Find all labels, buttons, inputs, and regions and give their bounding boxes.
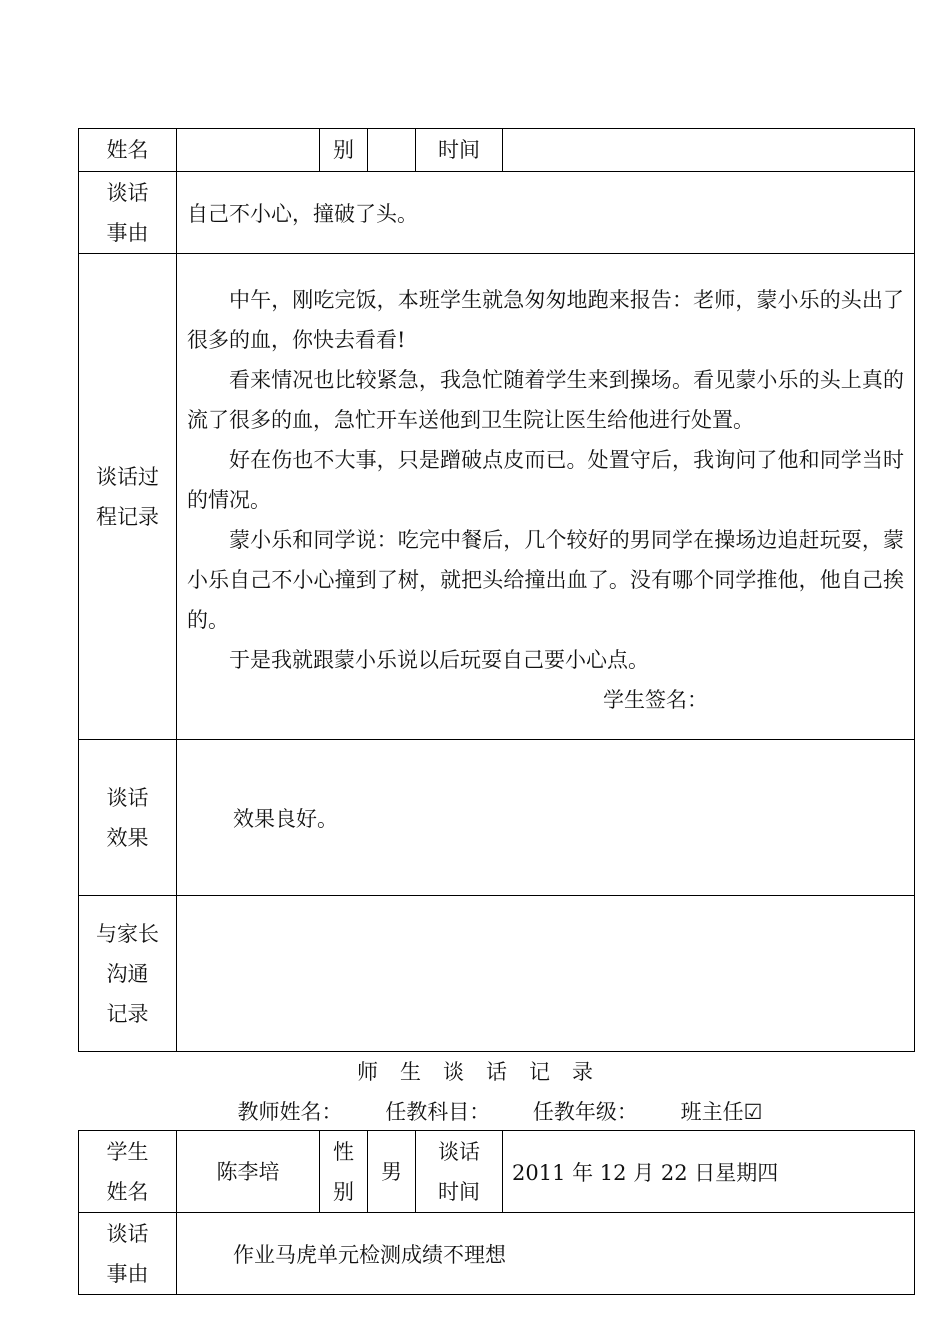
- process-paragraph: 好在伤也不大事，只是蹭破点皮而已。处置守后，我询问了他和同学当时的情况。: [187, 448, 904, 512]
- record-title: 师生谈话记录: [357, 1060, 615, 1084]
- effect-label: 谈话 效果: [79, 740, 177, 896]
- process-paragraph: 蒙小乐和同学说：吃完中餐后，几个较好的男同学在操场边追赶玩耍，蒙小乐自己不小心撞到了树，就把头给撞出血了。没有哪个同学推他，他自己挨的。: [187, 528, 904, 632]
- gender-value: [368, 129, 416, 172]
- process-paragraph: 看来情况也比较紧急，我急忙随着学生来到操场。看见蒙小乐的头上真的流了很多的血，急忙开车送他到卫生院让医生给他进行处置。: [187, 368, 904, 432]
- process-paragraph: 中午，刚吃完饭，本班学生就急匆匆地跑来报告：老师，蒙小乐的头出了很多的血，你快去看看!: [187, 288, 904, 352]
- reason-value: 自己不小心，撞破了头。: [177, 172, 915, 254]
- parent-communication-label: 与家长 沟通 记录: [79, 896, 177, 1052]
- grade-label: 任教年级：: [532, 1100, 638, 1124]
- process-record: [177, 254, 915, 740]
- time-value: 2011 年 12 月 22 日星期四: [503, 1131, 915, 1213]
- process-paragraph: 于是我就跟蒙小乐说以后玩耍自己要小心点。: [229, 648, 649, 672]
- student-name-value: 陈李培: [177, 1131, 320, 1213]
- teacher-name-label: 教师姓名：: [237, 1100, 343, 1124]
- time-label: 谈话 时间: [416, 1131, 503, 1213]
- teacher-info-line: [0, 1092, 950, 1132]
- effect-value: 效果良好。: [177, 740, 915, 896]
- talk-record-table-1: [78, 128, 915, 1052]
- name-label: 姓名: [79, 129, 177, 172]
- gender-label: 性 别: [320, 1131, 368, 1213]
- student-signature-label: 学生签名：: [603, 688, 708, 712]
- gender-label: 别: [320, 129, 368, 172]
- subject-label: 任教科目：: [385, 1100, 491, 1124]
- name-value: [177, 129, 320, 172]
- gender-value: 男: [368, 1131, 416, 1213]
- time-label: 时间: [416, 129, 503, 172]
- student-name-label: 学生 姓名: [79, 1131, 177, 1213]
- reason-label: 谈话 事由: [79, 172, 177, 254]
- reason-label: 谈话 事由: [79, 1213, 177, 1295]
- reason-value: 作业马虎单元检测成绩不理想: [177, 1213, 915, 1295]
- head-teacher-checkbox: 班主任☑: [680, 1100, 763, 1124]
- process-label: 谈话过 程记录: [79, 254, 177, 740]
- time-value: [503, 129, 915, 172]
- parent-communication-value: [177, 896, 915, 1052]
- talk-record-table-2: [78, 1130, 915, 1295]
